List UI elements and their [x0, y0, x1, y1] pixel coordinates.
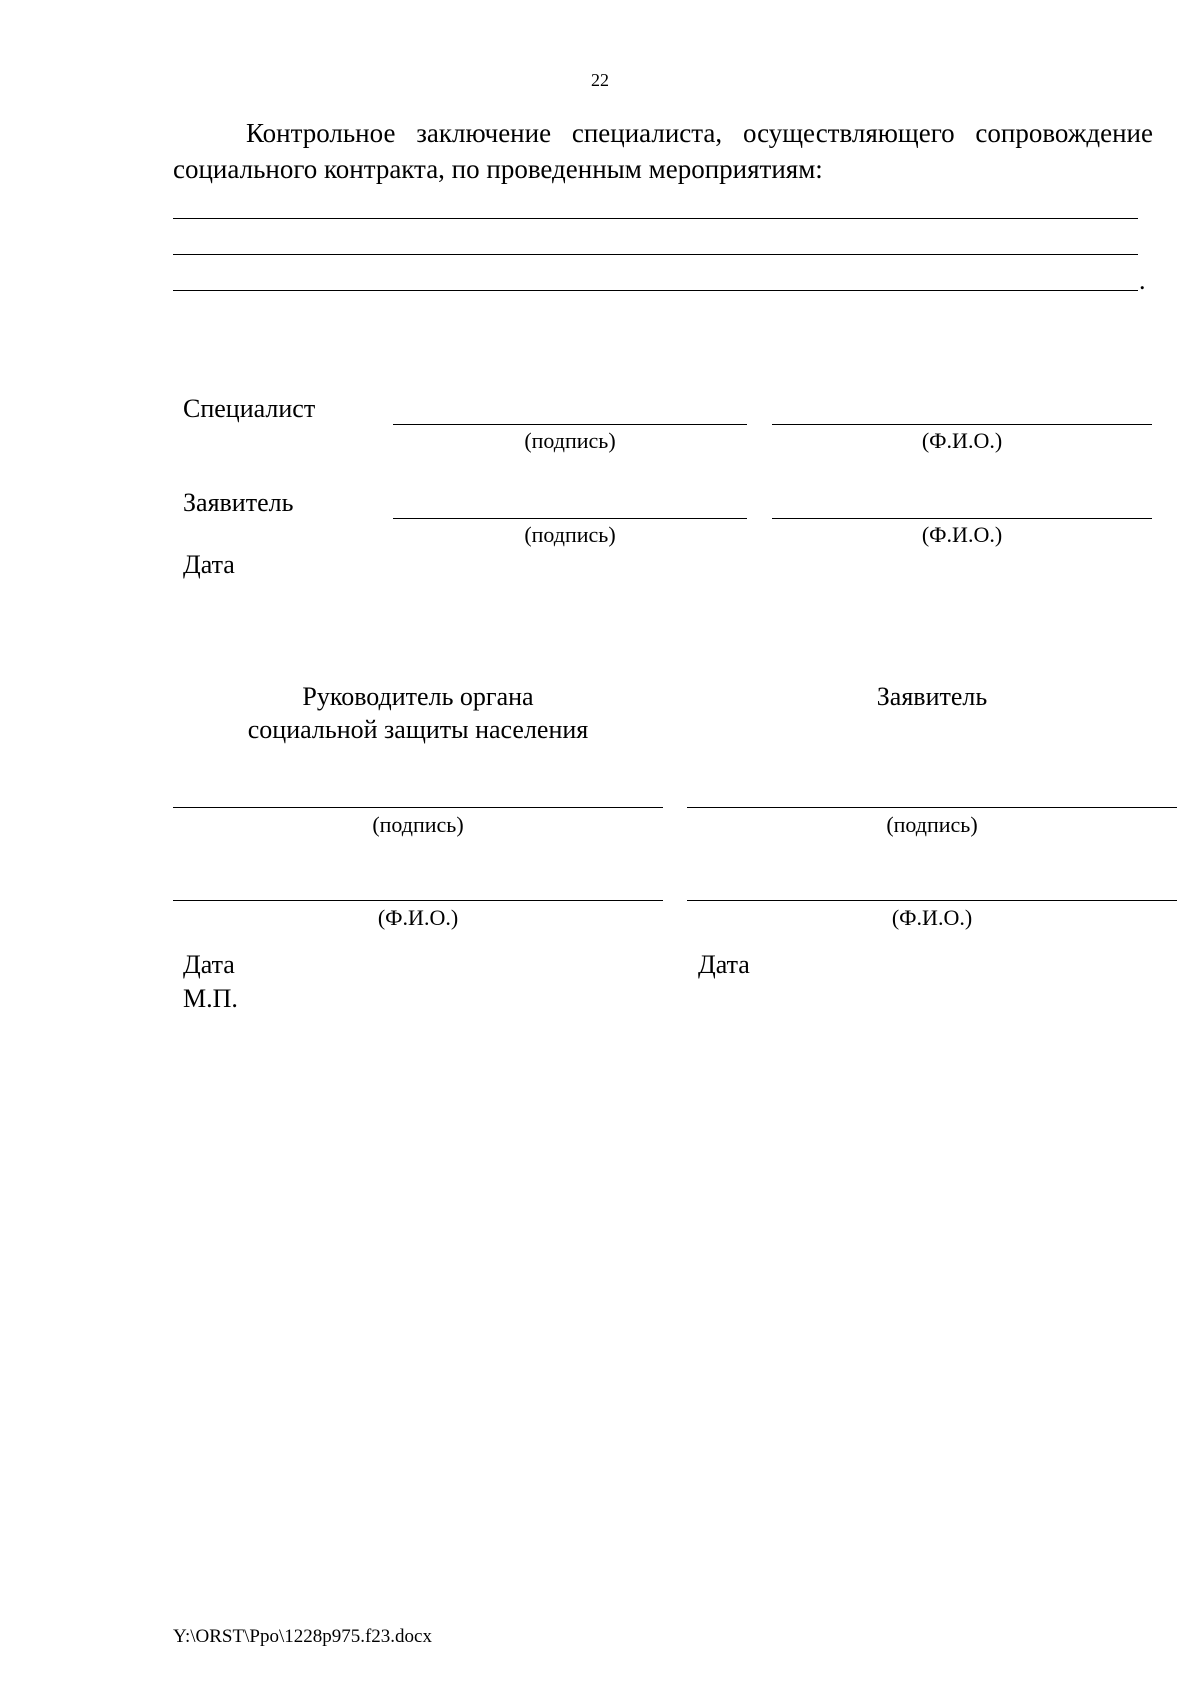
applicant-approval-signature-caption: (подпись): [886, 812, 978, 837]
applicant-name-line: [772, 518, 1152, 519]
head-signature-caption: (подпись): [372, 812, 464, 837]
footer-file-path: Y:\ORST\Ppo\1228p975.f23.docx: [173, 1626, 432, 1647]
conclusion-blank-line-3: [173, 290, 1138, 291]
conclusion-end-period: .: [1139, 266, 1146, 295]
specialist-signature-caption: (подпись): [524, 428, 616, 453]
date-label: Дата: [183, 550, 235, 579]
head-date-label: Дата: [183, 950, 235, 979]
applicant-name-caption: (Ф.И.О.): [921, 522, 1003, 547]
specialist-label: Специалист: [183, 394, 316, 423]
specialist-name-line: [772, 424, 1152, 425]
conclusion-blank-line-1: [173, 218, 1138, 219]
specialist-name-caption: (Ф.И.О.): [921, 428, 1003, 453]
applicant-approval-date-label: Дата: [698, 950, 750, 979]
stamp-label: М.П.: [183, 984, 238, 1013]
head-of-agency-heading-line2: социальной защиты населения: [247, 715, 589, 744]
conclusion-blank-line-2: [173, 254, 1138, 255]
head-name-line: [173, 900, 663, 901]
applicant-label: Заявитель: [183, 488, 294, 517]
applicant-approval-heading: Заявитель: [876, 682, 988, 711]
applicant-approval-signature-line: [687, 807, 1177, 808]
intro-paragraph: Контрольное заключение специалиста, осуществляющего сопровождение социального контракта, по проведенным мероприятиям:: [173, 118, 1153, 184]
specialist-signature-line: [393, 424, 747, 425]
applicant-signature-caption: (подпись): [524, 522, 616, 547]
applicant-approval-name-line: [687, 900, 1177, 901]
applicant-signature-line: [393, 518, 747, 519]
applicant-approval-name-caption: (Ф.И.О.): [891, 905, 973, 930]
head-signature-line: [173, 807, 663, 808]
head-name-caption: (Ф.И.О.): [377, 905, 459, 930]
page-number: 22: [591, 70, 609, 90]
head-of-agency-heading: [173, 680, 663, 746]
head-of-agency-heading-line1: Руководитель органа: [302, 682, 534, 711]
